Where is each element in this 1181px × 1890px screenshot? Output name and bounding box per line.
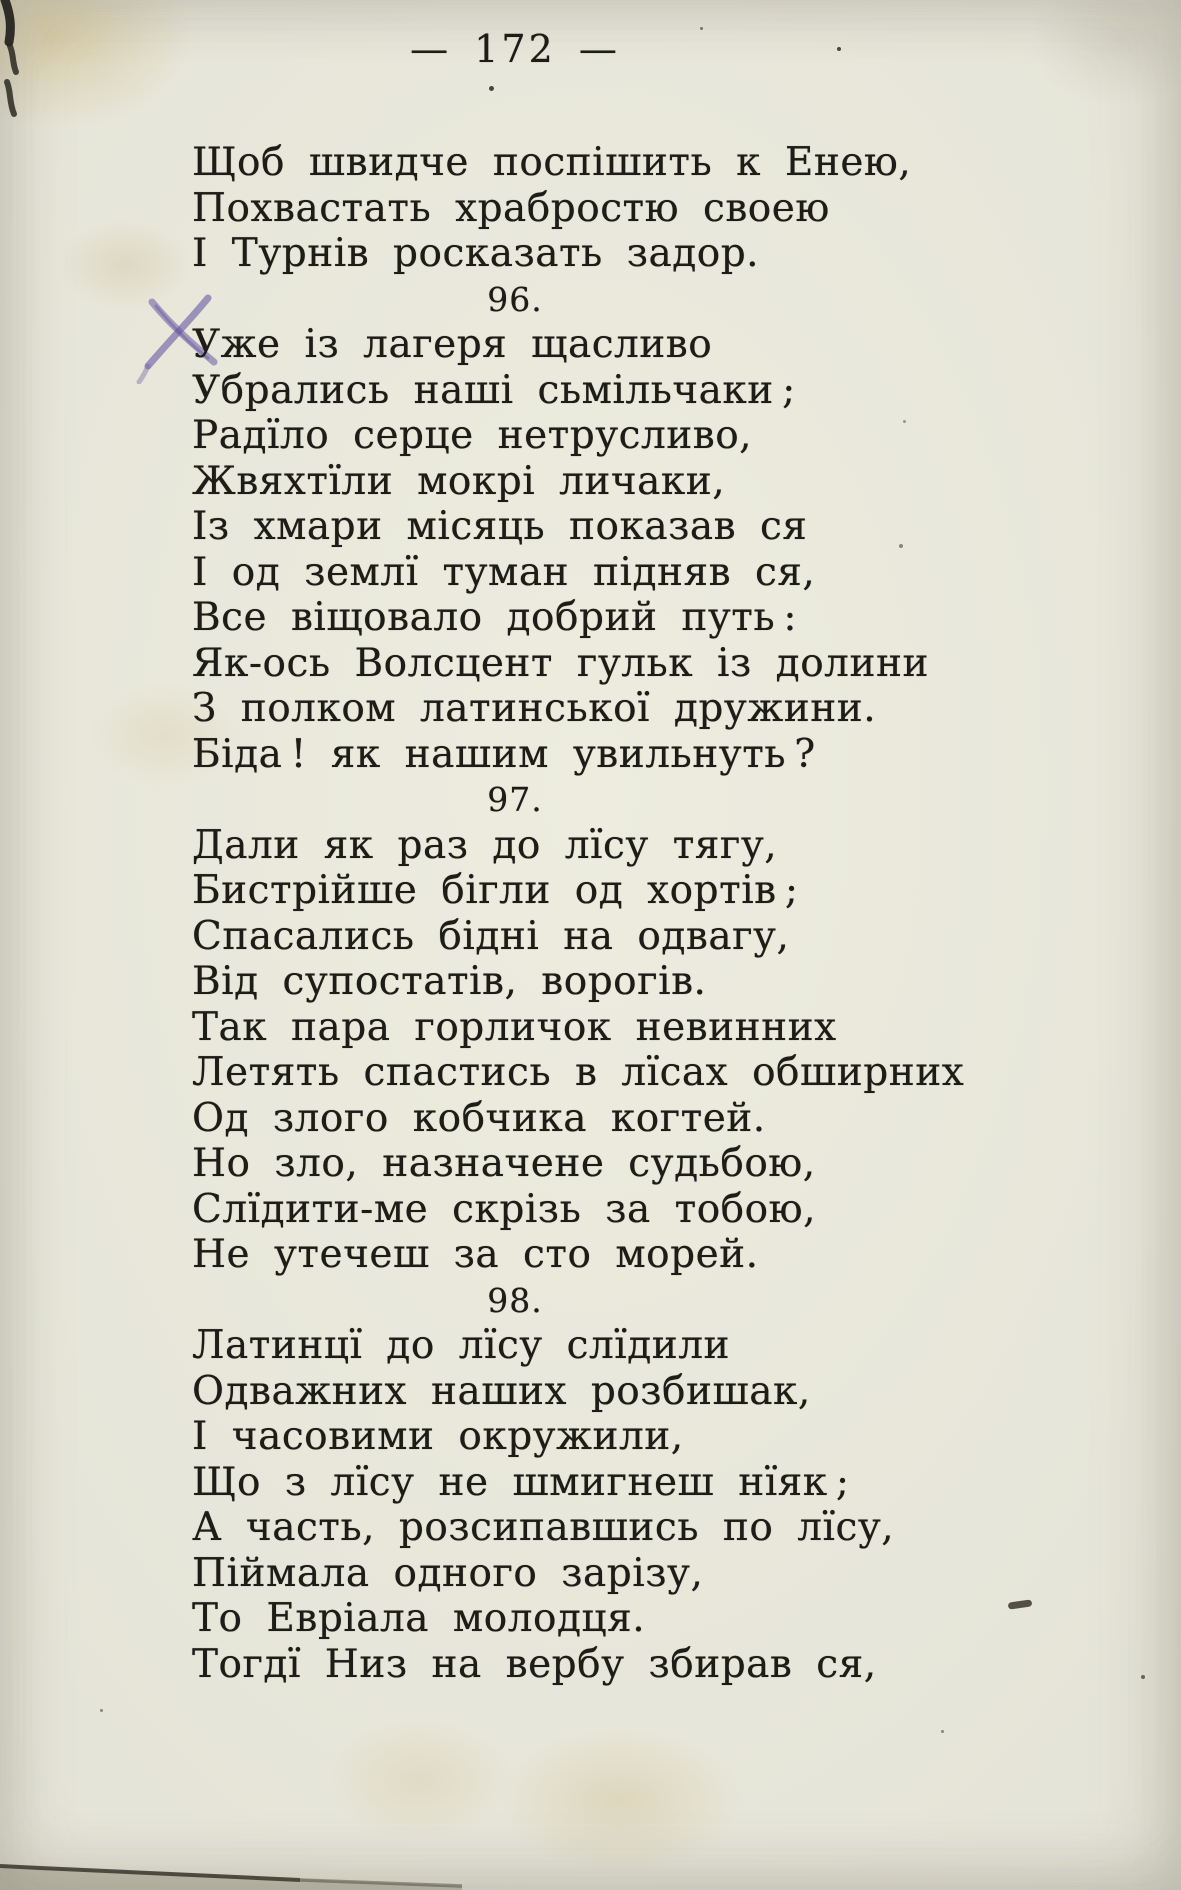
poem-line: Не утечеш за сто морей.: [192, 1232, 759, 1277]
stanza-number: 96.: [487, 279, 543, 319]
poem-line: Летять спастись в лїсах обширних: [192, 1050, 965, 1095]
poem-line: Но зло, назначене судьбою,: [192, 1141, 816, 1186]
poem-line: І часовими окружили,: [192, 1414, 684, 1459]
poem-line: З полком латинської дружини.: [192, 686, 877, 731]
poem-line: Із хмари місяць показав ся: [192, 504, 808, 549]
poem-line: Бистрійше бігли од хортів ;: [192, 868, 799, 913]
stanza-number: 97.: [487, 780, 543, 819]
poem-line: То Евріала молодця.: [192, 1596, 646, 1641]
poem-line: Слїдити-ме скрізь за тобою,: [192, 1186, 816, 1232]
poem-line: Все віщовало добрий путь :: [192, 595, 798, 640]
page-edge-shadow: [0, 1854, 470, 1890]
poem-line: І Турнів росказать задор.: [192, 231, 760, 276]
poem-line: Одважних наших розбишак,: [192, 1368, 811, 1414]
poem-line: Тогдї Низ на вербу збирав ся,: [192, 1641, 877, 1687]
poem-line: А часть, розсипавшись по лїсу,: [192, 1505, 895, 1550]
ink-speck: [941, 1730, 944, 1733]
poem-line: Щоб швидче поспішить к Енею,: [192, 140, 912, 185]
ink-speck: [1141, 1675, 1145, 1679]
stanza-number: 98.: [487, 1280, 543, 1320]
poem-line: Так пара горличок невинних: [192, 1004, 837, 1050]
poem-line: Жвяхтїли мокрі личаки,: [192, 458, 726, 504]
poem-line: Біда ! як нашим увильнуть ?: [192, 731, 816, 777]
poem-line: Що з лїсу не шмигнеш нїяк ;: [192, 1459, 850, 1505]
poem-line: Латинцї до лїсу слїдили: [192, 1323, 730, 1368]
poem-line: Дали як раз до лїсу тягу,: [192, 822, 778, 868]
poem-line: Од злого кобчика когтей.: [192, 1095, 766, 1141]
poem-line: І од землї туман підняв ся,: [192, 549, 816, 595]
poem-line: Спасались бідні на одвагу,: [192, 913, 790, 959]
poem-line: Уже із лагеря щасливо: [192, 322, 713, 367]
ink-speck: [100, 1709, 103, 1712]
poem-line: Убрались наші сьмільчаки ;: [192, 367, 796, 413]
poem: [0, 140, 1030, 1687]
poem-line: Радїло серце нетрусливо,: [192, 413, 753, 458]
poem-line: Як-ось Волсцент гульк із долини: [192, 640, 929, 686]
poem-line: Похвастать храбростю своею: [192, 185, 830, 231]
page-number: — 172 —: [410, 27, 620, 71]
poem-line: Від супостатів, ворогів.: [192, 959, 707, 1004]
poem-line: Піймала одного зарізу,: [192, 1550, 704, 1596]
